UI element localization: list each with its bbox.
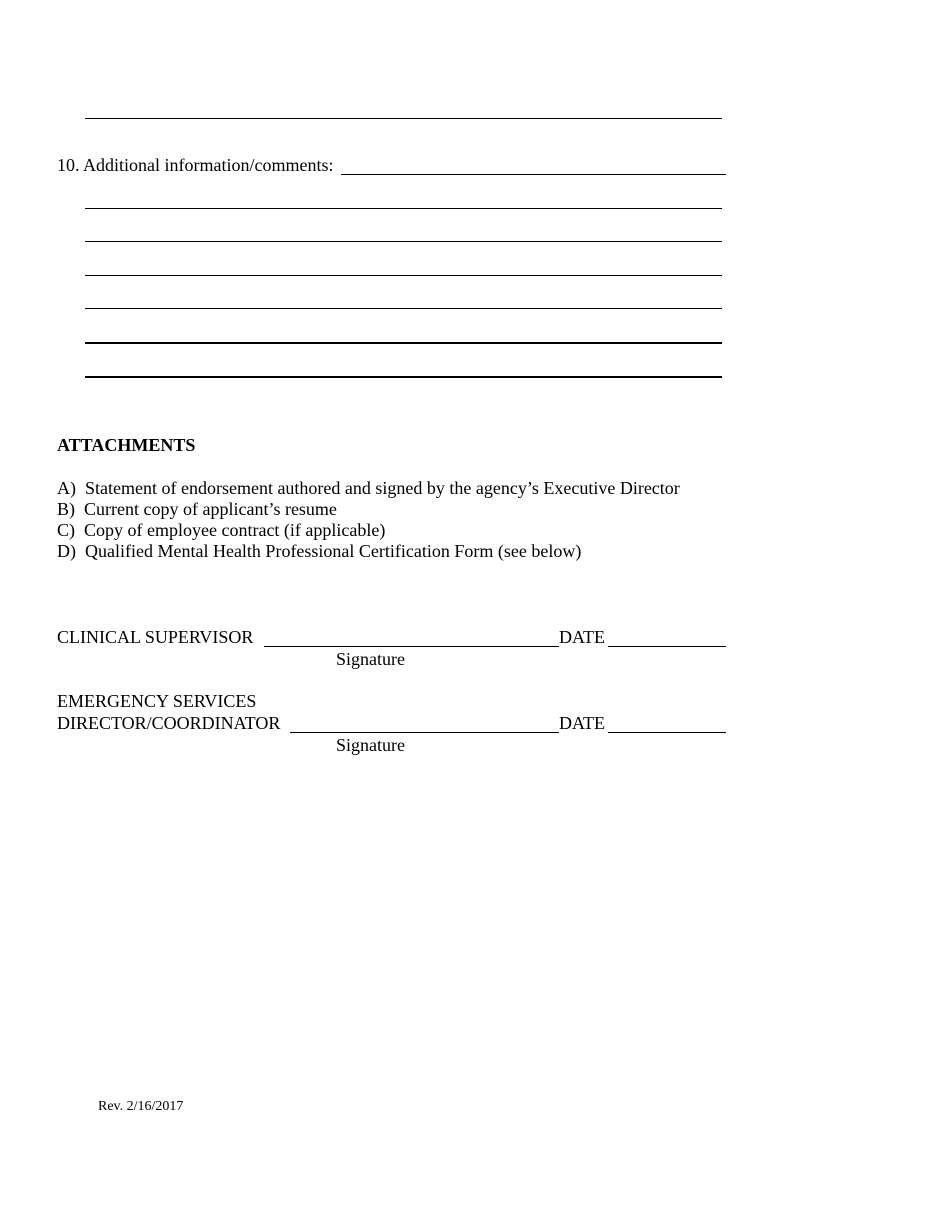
clinical-supervisor-signature-caption: Signature (336, 649, 405, 669)
emergency-services-label-line2: DIRECTOR/COORDINATOR (57, 713, 281, 733)
clinical-supervisor-signature-line[interactable] (264, 646, 559, 647)
answer-line-previous[interactable] (85, 118, 722, 119)
comment-line-2[interactable] (85, 241, 722, 242)
emergency-services-signature-line[interactable] (290, 732, 559, 733)
attachment-item-c: C) Copy of employee contract (if applicable) (57, 520, 386, 540)
clinical-supervisor-label: CLINICAL SUPERVISOR (57, 627, 254, 647)
emergency-services-signature-caption: Signature (336, 735, 405, 755)
clinical-supervisor-date-label: DATE (559, 627, 605, 647)
emergency-services-date-line[interactable] (608, 732, 726, 733)
comment-line-5[interactable] (85, 342, 722, 344)
clinical-supervisor-date-line[interactable] (608, 646, 726, 647)
comment-line-4[interactable] (85, 308, 722, 309)
attachment-item-b: B) Current copy of applicant’s resume (57, 499, 337, 519)
emergency-services-label-line1: EMERGENCY SERVICES (57, 691, 257, 711)
revision-date: Rev. 2/16/2017 (98, 1099, 184, 1114)
emergency-services-date-label: DATE (559, 713, 605, 733)
question-10-answer-line[interactable] (341, 174, 726, 175)
attachments-heading: ATTACHMENTS (57, 435, 196, 455)
comment-line-1[interactable] (85, 208, 722, 209)
attachment-item-d: D) Qualified Mental Health Professional Certification Form (see below) (57, 541, 582, 561)
attachment-item-a: A) Statement of endorsement authored and signed by the agency’s Executive Director (57, 478, 680, 498)
comment-line-3[interactable] (85, 275, 722, 276)
question-10-label: 10. Additional information/comments: (57, 155, 334, 175)
comment-line-6[interactable] (85, 376, 722, 378)
